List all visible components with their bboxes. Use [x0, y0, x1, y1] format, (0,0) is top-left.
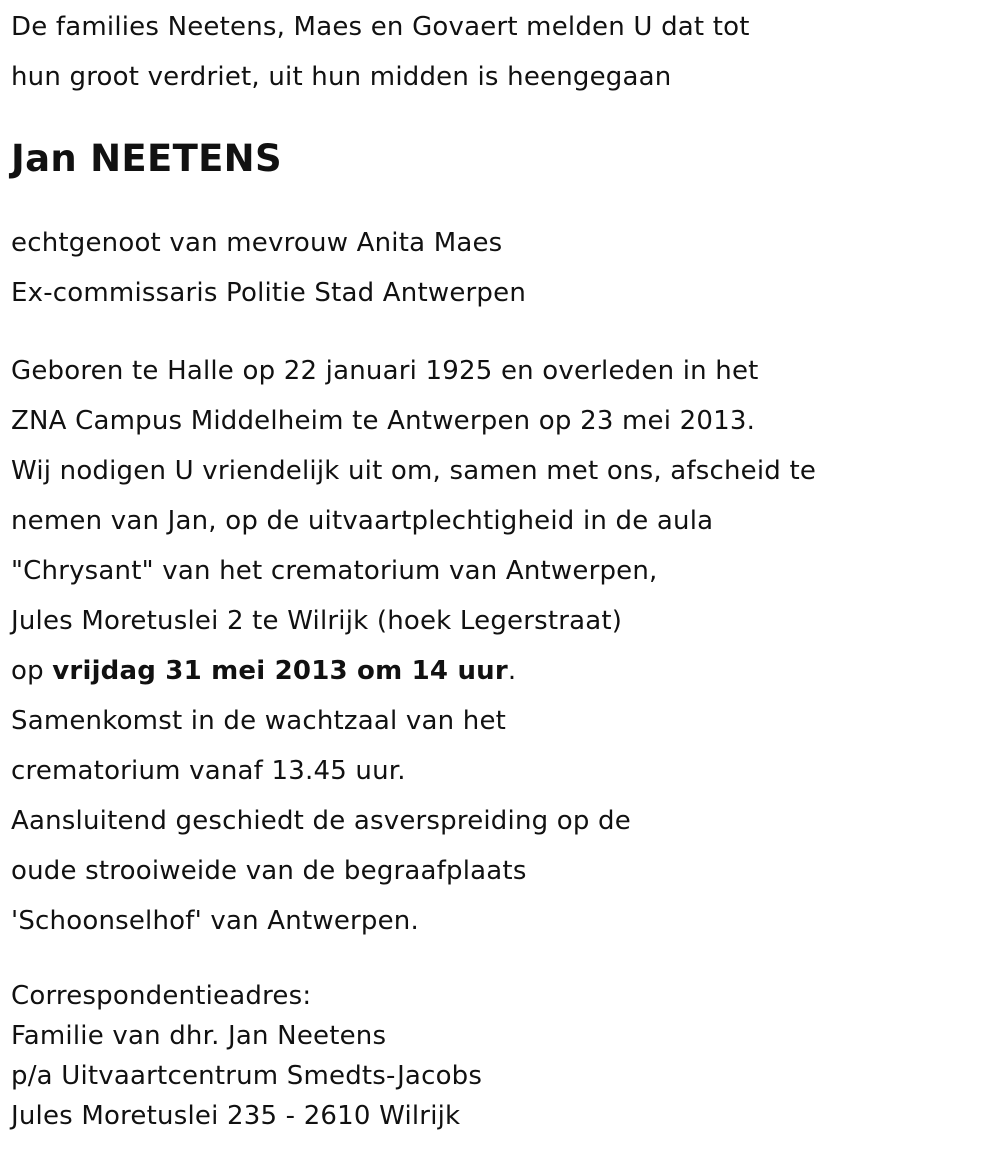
body-line-8: Samenkomst in de wachtzaal van het [11, 706, 507, 736]
body-line-10: Aansluitend geschiedt de asverspreiding op de [11, 806, 631, 836]
correspondence-heading: Correspondentieadres: [11, 981, 312, 1011]
body-line-12: 'Schoonselhof' van Antwerpen. [11, 906, 419, 936]
intro-block [11, 2, 991, 102]
announcement-body [11, 346, 991, 946]
intro-line-1: De families Neetens, Maes en Govaert melden U dat tot [11, 12, 750, 42]
ceremony-date-prefix: op [11, 656, 53, 686]
ceremony-date-bold: vrijdag 31 mei 2013 om 14 uur [52, 656, 508, 686]
body-line-9: crematorium vanaf 13.45 uur. [11, 756, 406, 786]
body-line-11: oude strooiweide van de begraafplaats [11, 856, 527, 886]
correspondence-block [11, 976, 991, 1136]
correspondence-line-3: Jules Moretuslei 235 - 2610 Wilrijk [11, 1101, 461, 1131]
ceremony-date-suffix: . [507, 656, 517, 686]
correspondence-line-1: Familie van dhr. Jan Neetens [11, 1021, 387, 1051]
body-line-6: Jules Moretuslei 2 te Wilrijk (hoek Legerstraat) [11, 606, 623, 636]
body-line-2: ZNA Campus Middelheim te Antwerpen op 23 mei 2013. [11, 406, 756, 436]
spouse-line: echtgenoot van mevrouw Anita Maes [11, 228, 503, 258]
body-line-1: Geboren te Halle op 22 januari 1925 en overleden in het [11, 356, 759, 386]
intro-line-2: hun groot verdriet, uit hun midden is heengegaan [11, 62, 672, 92]
body-line-5: "Chrysant" van het crematorium van Antwerpen, [11, 556, 658, 586]
function-line: Ex-commissaris Politie Stad Antwerpen [11, 278, 526, 308]
body-line-3: Wij nodigen U vriendelijk uit om, samen met ons, afscheid te [11, 456, 817, 486]
obituary-document [11, 0, 991, 1136]
ceremony-date-line [11, 646, 991, 696]
deceased-details [11, 218, 991, 318]
body-line-4: nemen van Jan, op de uitvaartplechtigheid in de aula [11, 506, 714, 536]
deceased-name: Jan NEETENS [11, 137, 282, 180]
correspondence-line-2: p/a Uitvaartcentrum Smedts-Jacobs [11, 1061, 483, 1091]
